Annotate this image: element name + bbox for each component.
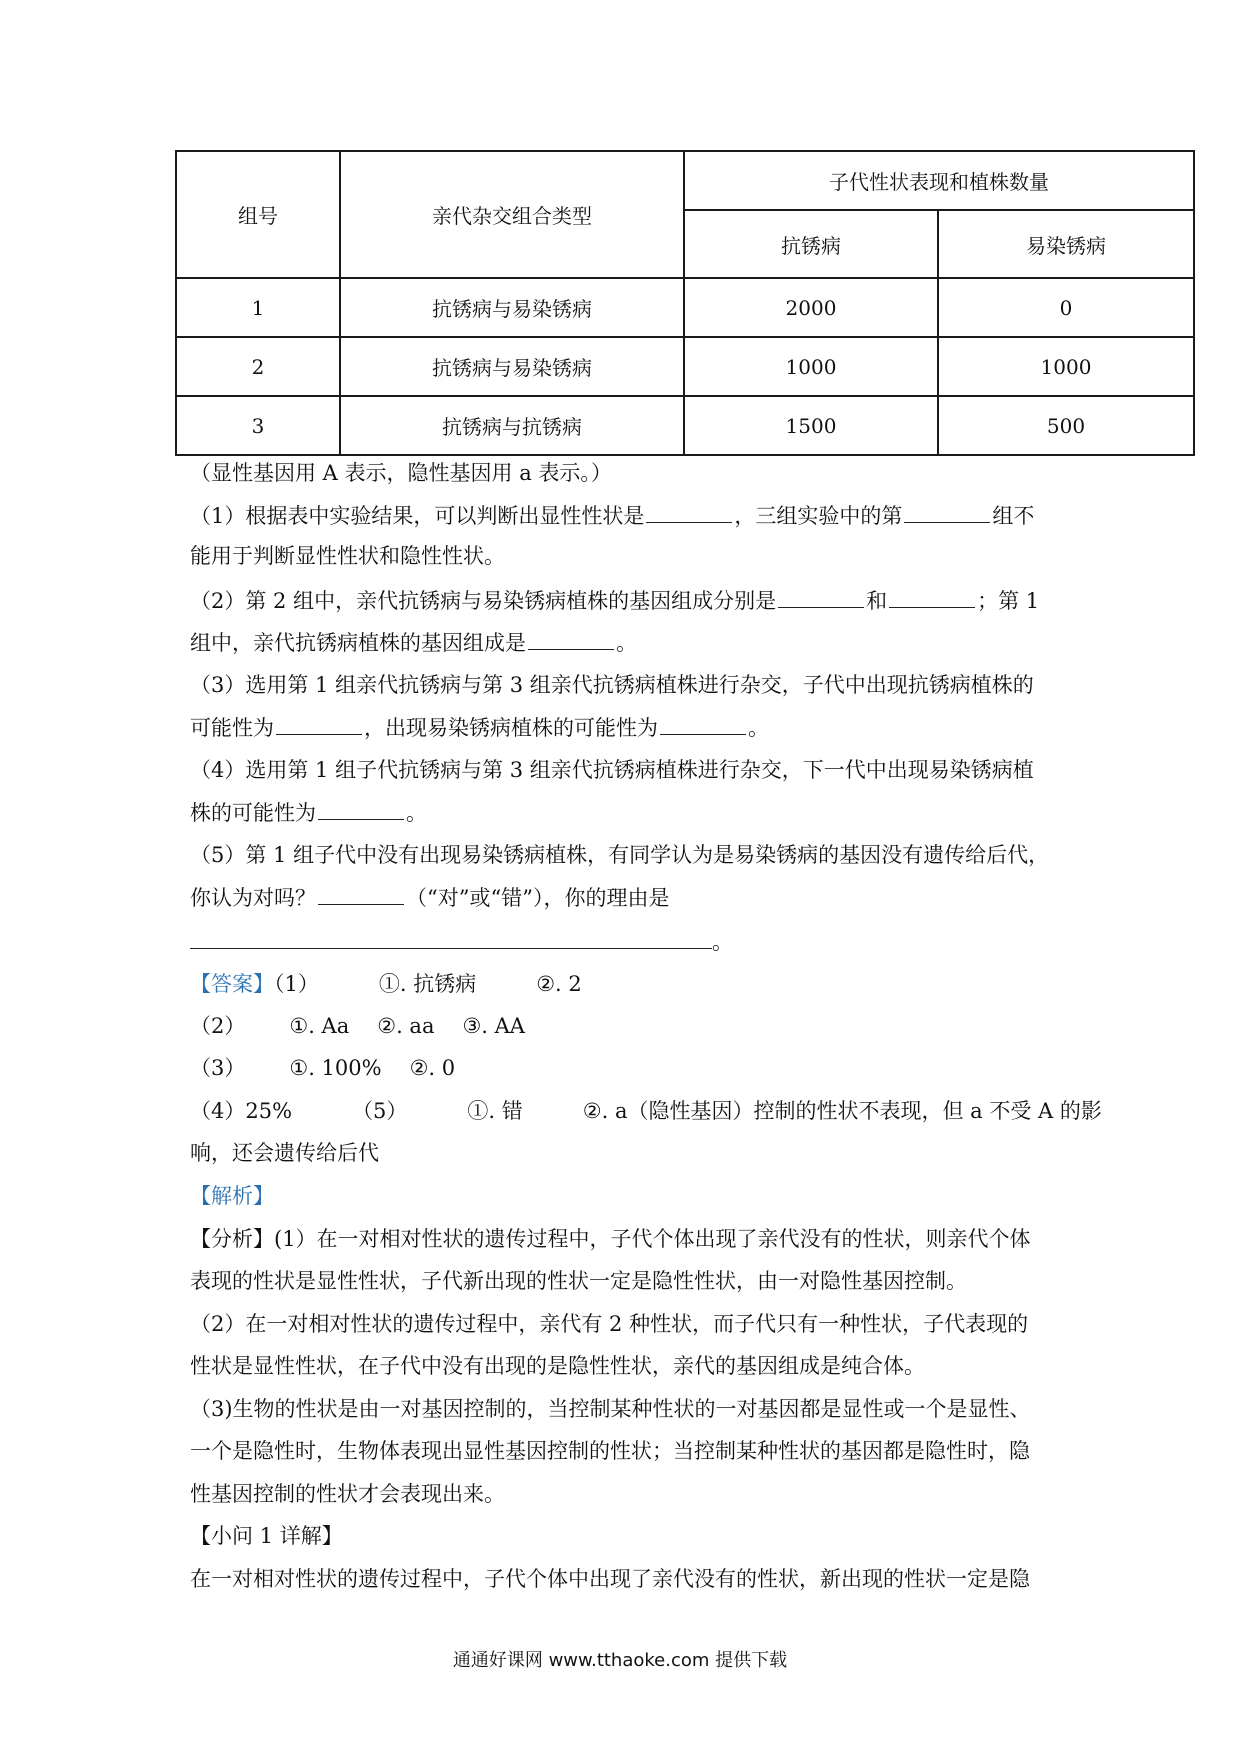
answer-3-part-1: ①. 100% xyxy=(289,1056,382,1080)
cell-resistant: 2000 xyxy=(684,278,938,337)
q3-text-d: 。 xyxy=(748,716,769,740)
answer-blank xyxy=(318,882,404,905)
q5-text-b: 你认为对吗？ xyxy=(190,886,316,910)
answer-5-num: （5） xyxy=(352,1099,408,1123)
q3-text-b: 可能性为 xyxy=(190,716,274,740)
gene-note: （显性基因用 A 表示，隐性基因用 a 表示。） xyxy=(190,461,612,485)
q2-text-c: ；第 1 xyxy=(977,589,1040,613)
cell-cross: 抗锈病与易染锈病 xyxy=(340,337,684,396)
q4-text-b: 株的可能性为 xyxy=(190,801,316,825)
question-4-line-1: （4）选用第 1 组子代抗锈病与第 3 组亲代抗锈病植株进行杂交，下一代中出现易染锈病植 xyxy=(190,758,1034,782)
header-susceptible: 易染锈病 xyxy=(938,210,1194,278)
cell-group: 3 xyxy=(176,396,340,455)
question-2-line-2 xyxy=(190,627,637,658)
analysis-paragraph-line: （2）在一对相对性状的遗传过程中，亲代有 2 种性状，而子代只有一种性状，子代表现的 xyxy=(190,1312,1029,1336)
cell-resistant: 1000 xyxy=(684,337,938,396)
question-5-line-2 xyxy=(190,882,669,913)
analysis-paragraph-line: 性基因控制的性状才会表现出来。 xyxy=(190,1482,505,1506)
answer-line-5: 响，还会遗传给后代 xyxy=(190,1141,379,1165)
analysis-paragraph-line: 表现的性状是显性性状，子代新出现的性状一定是隐性性状，由一对隐性基因控制。 xyxy=(190,1269,967,1293)
answer-1-part-1: ①. 抗锈病 xyxy=(378,972,477,996)
q1-text-b: ，三组实验中的第 xyxy=(734,504,903,528)
answer-5-part-1: ①. 错 xyxy=(467,1099,523,1123)
answer-line-1 xyxy=(190,969,582,999)
analysis-paragraph-line: 性状是显性性状，在子代中没有出现的是隐性性状，亲代的基因组成是纯合体。 xyxy=(190,1354,925,1378)
header-offspring-title: 子代性状表现和植株数量 xyxy=(684,151,1194,210)
answer-2-part-1: ①. Aa xyxy=(289,1014,350,1038)
answer-line-3 xyxy=(190,1053,455,1083)
answer-5-part-2: ②. a（隐性基因）控制的性状不表现，但 a 不受 A 的影 xyxy=(582,1099,1102,1123)
answer-blank xyxy=(528,627,614,650)
question-3-line-1: （3）选用第 1 组亲代抗锈病与第 3 组亲代抗锈病植株进行杂交，子代中出现抗锈病植株的 xyxy=(190,673,1034,697)
answer-3-num: （3） xyxy=(190,1056,246,1080)
answer-blank xyxy=(904,500,990,523)
q1-text-a: （1）根据表中实验结果，可以判断出显性性状是 xyxy=(190,504,645,528)
cell-susceptible: 1000 xyxy=(938,337,1194,396)
footer-watermark: 通通好课网 www.tthaoke.com 提供下载 xyxy=(452,1650,788,1671)
answer-blank xyxy=(646,500,732,523)
reason-blank xyxy=(190,926,712,949)
q1-text-c: 组不 xyxy=(992,504,1035,528)
question-4-line-2 xyxy=(190,797,427,828)
q5-text-c: （“对”或“错”），你的理由是 xyxy=(406,886,670,910)
q4-text-c: 。 xyxy=(406,801,427,825)
question-5-line-3 xyxy=(190,926,733,957)
question-1-line-1 xyxy=(190,500,1034,531)
answer-blank xyxy=(889,585,975,608)
q5-text-d: 。 xyxy=(712,930,733,954)
answer-4: （4）25% xyxy=(190,1099,293,1123)
cell-susceptible: 0 xyxy=(938,278,1194,337)
answer-line-2 xyxy=(190,1011,525,1041)
table-row xyxy=(176,396,1194,455)
analysis-label: 【解析】 xyxy=(190,1184,274,1208)
analysis-paragraph-line: 【分析】(1）在一对相对性状的遗传过程中，子代个体出现了亲代没有的性状，则亲代个体 xyxy=(190,1227,1031,1251)
question-3-line-2 xyxy=(190,712,769,743)
cell-group: 2 xyxy=(176,337,340,396)
table-row xyxy=(176,337,1194,396)
q3-text-c: ，出现易染锈病植株的可能性为 xyxy=(364,716,658,740)
q2-text-b: 和 xyxy=(866,589,888,613)
header-group-no: 组号 xyxy=(176,151,340,278)
answer-label: 【答案】 xyxy=(190,972,274,996)
answer-2-num: （2） xyxy=(190,1014,246,1038)
question-2-line-1 xyxy=(190,585,1039,616)
analysis-paragraph-line: 在一对相对性状的遗传过程中，子代个体中出现了亲代没有的性状，新出现的性状一定是隐 xyxy=(190,1567,1030,1591)
answer-1-part-2: ②. 2 xyxy=(536,972,582,996)
answer-blank xyxy=(660,712,746,735)
cell-group: 1 xyxy=(176,278,340,337)
question-5-line-1: （5）第 1 组子代中没有出现易染锈病植株，有同学认为是易染锈病的基因没有遗传给后代， xyxy=(190,843,1050,867)
cell-cross: 抗锈病与抗锈病 xyxy=(340,396,684,455)
answer-blank xyxy=(318,797,404,820)
cell-susceptible: 500 xyxy=(938,396,1194,455)
answer-1-num: （1） xyxy=(274,972,319,996)
analysis-paragraph-line: 一个是隐性时，生物体表现出显性基因控制的性状；当控制某种性状的基因都是隐性时，隐 xyxy=(190,1439,1030,1463)
header-resistant: 抗锈病 xyxy=(684,210,938,278)
answer-2-part-2: ②. aa xyxy=(377,1014,435,1038)
analysis-paragraph-line: （3)生物的性状是由一对基因控制的，当控制某种性状的一对基因都是显性或一个是显性、 xyxy=(190,1397,1031,1421)
q2-text-e: 。 xyxy=(616,631,637,655)
answer-2-part-3: ③. AA xyxy=(462,1014,525,1038)
sub-question-label: 【小问 1 详解】 xyxy=(190,1524,343,1548)
answer-blank xyxy=(276,712,362,735)
q2-text-d: 组中，亲代抗锈病植株的基因组成是 xyxy=(190,631,526,655)
genetics-data-table xyxy=(175,150,1195,456)
header-parent-cross: 亲代杂交组合类型 xyxy=(340,151,684,278)
answer-blank xyxy=(778,585,864,608)
table-row xyxy=(176,278,1194,337)
answer-line-4 xyxy=(190,1096,1102,1126)
question-1-line-2: 能用于判断显性性状和隐性性状。 xyxy=(190,544,505,568)
cell-cross: 抗锈病与易染锈病 xyxy=(340,278,684,337)
answer-3-part-2: ②. 0 xyxy=(409,1056,456,1080)
cell-resistant: 1500 xyxy=(684,396,938,455)
q2-text-a: （2）第 2 组中，亲代抗锈病与易染锈病植株的基因组成分别是 xyxy=(190,589,777,613)
